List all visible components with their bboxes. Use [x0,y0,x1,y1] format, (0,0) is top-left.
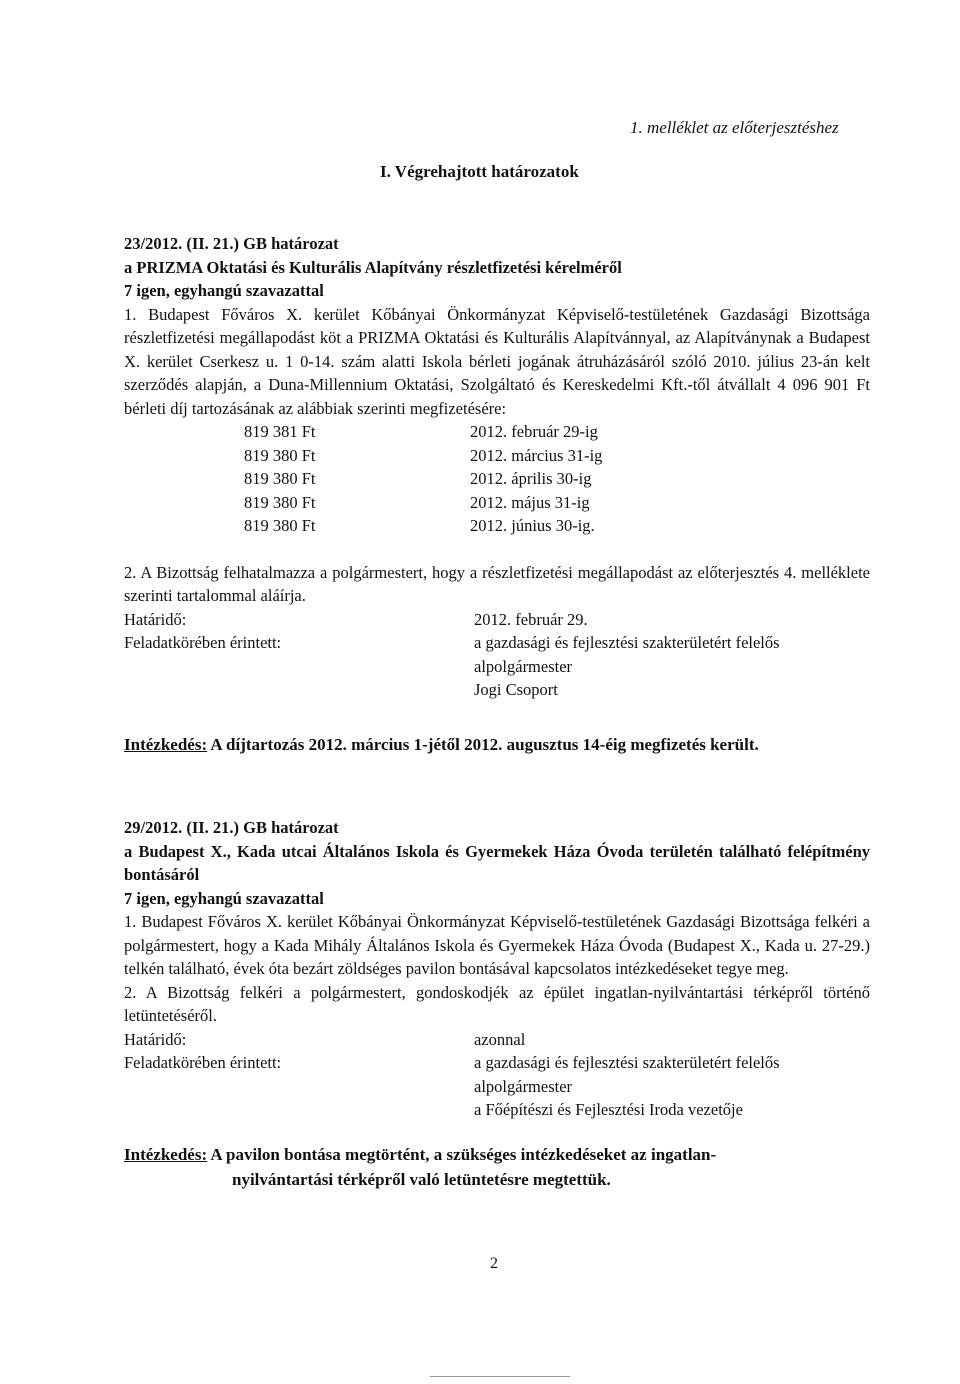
resolution-2-deadline [124,1028,870,1052]
resolution-2-measure [124,1142,870,1192]
resolution-2-subject: a Budapest X., Kada utcai Általános Iskola és Gyermekek Háza Óvoda területén található felépítmény bontásáról [124,841,870,884]
measure-text-line-2: nyilvántartási térképről való letüntetésre megtettük. [232,1170,611,1189]
responsible-item: a gazdasági és fejlesztési szakterületért felelős [474,1053,780,1072]
payment-row [124,491,870,515]
payment-date: 2012. május 31-ig [470,492,590,512]
deadline-value: 2012. február 29. [474,609,588,629]
responsible-item: alpolgármester [474,656,573,676]
resolution-1-number: 23/2012. (II. 21.) GB határozat [124,234,339,253]
resolution-1-measure [124,733,870,757]
resolution-2-responsible [124,1051,870,1122]
payment-row [124,467,870,491]
footer-divider [430,1376,570,1377]
measure-text-line-1: A pavilon bontása megtörtént, a szükséges intézkedéseket az ingatlan- [207,1145,717,1164]
resolution-1-body: 1. Budapest Főváros X. kerület Kőbányai Önkormányzat Képviselő-testületének Gazdasági Bizottsága részletfizetési megállapodást köt a PRIZMA Oktatási és Kulturális Alapítvánnyal, az Alapítványnak a Budapest X. kerület Cserkesz u. 1 0-14. szám alatti Iskola bérleti jogának átruházásáról szóló 2010. július 23-án kelt szerződés alapján, a Duna-Millennium Oktatási, Szolgáltató és Kereskedelmi Kft.-től átvállalt 4 096 901 Ft bérleti díj tartozásának az alábbiak szerinti megfizetésére: [124,304,870,418]
responsible-item: alpolgármester [474,1076,573,1096]
resolution-2-number: 29/2012. (II. 21.) GB határozat [124,818,339,837]
page-number: 2 [490,1255,498,1272]
resolution-2-point-1: 1. Budapest Főváros X. kerület Kőbányai Önkormányzat Képviselő-testületének Gazdasági Bizottsága felkéri a polgármestert, hogy a Kada Mihály Általános Iskola és Gyermekek Háza Óvoda (Budapest X., Kada u. 27-29.) telkén található, évek óta bezárt zöldséges pavilon bontásával kapcsolatos intézkedéseket tegye meg. [124,912,870,978]
payment-row [124,444,870,468]
responsible-list [474,1051,870,1122]
payment-amount: 819 380 Ft [244,492,316,512]
deadline-label: Határidő: [124,1029,187,1049]
payment-row [124,514,870,538]
responsible-item: Jogi Csoport [474,680,558,699]
payment-date: 2012. március 31-ig [470,445,603,465]
resolution-1-responsible [124,631,870,702]
responsible-label: Feladatkörében érintett: [124,633,282,652]
payment-date: 2012. február 29-ig [470,422,598,441]
payment-amount: 819 381 Ft [244,422,316,441]
resolution-1 [124,232,870,702]
measure-text: A díjtartozás 2012. március 1-jétől 2012. augusztus 14-éig megfizetés került. [207,735,759,754]
payment-date: 2012. június 30-ig. [470,516,595,535]
measure-label: Intézkedés: [124,1145,208,1164]
payment-row [124,420,870,444]
responsible-item: a gazdasági és fejlesztési szakterületért felelős [474,633,780,652]
resolution-1-vote: 7 igen, egyhangú szavazattal [124,281,324,300]
resolution-2 [124,816,870,1122]
payment-schedule [124,420,870,538]
annex-label: 1. melléklet az előterjesztéshez [630,118,839,137]
resolution-1-subject: a PRIZMA Oktatási és Kulturális Alapítvány részletfizetési kérelméről [124,257,622,277]
payment-amount: 819 380 Ft [244,469,316,488]
measure-label: Intézkedés: [124,735,208,754]
resolution-1-point-2: 2. A Bizottság felhatalmazza a polgármestert, hogy a részletfizetési megállapodást az előterjesztés 4. melléklete szerinti tartalommal aláírja. [124,562,870,605]
responsible-item: a Főépítészi és Fejlesztési Iroda vezetője [474,1100,743,1119]
resolution-1-deadline [124,608,870,632]
responsible-list [474,631,870,702]
resolution-2-vote: 7 igen, egyhangú szavazattal [124,888,324,908]
section-title: I. Végrehajtott határozatok [380,162,579,181]
payment-date: 2012. április 30-ig [470,469,592,488]
deadline-value: azonnal [474,1029,526,1049]
resolution-2-point-2: 2. A Bizottság felkéri a polgármestert, gondoskodjék az épület ingatlan-nyilvántartási térképről történő letüntetéséről. [124,982,870,1025]
responsible-label: Feladatkörében érintett: [124,1053,282,1072]
payment-amount: 819 380 Ft [244,516,316,535]
deadline-label: Határidő: [124,609,187,629]
payment-amount: 819 380 Ft [244,445,316,465]
